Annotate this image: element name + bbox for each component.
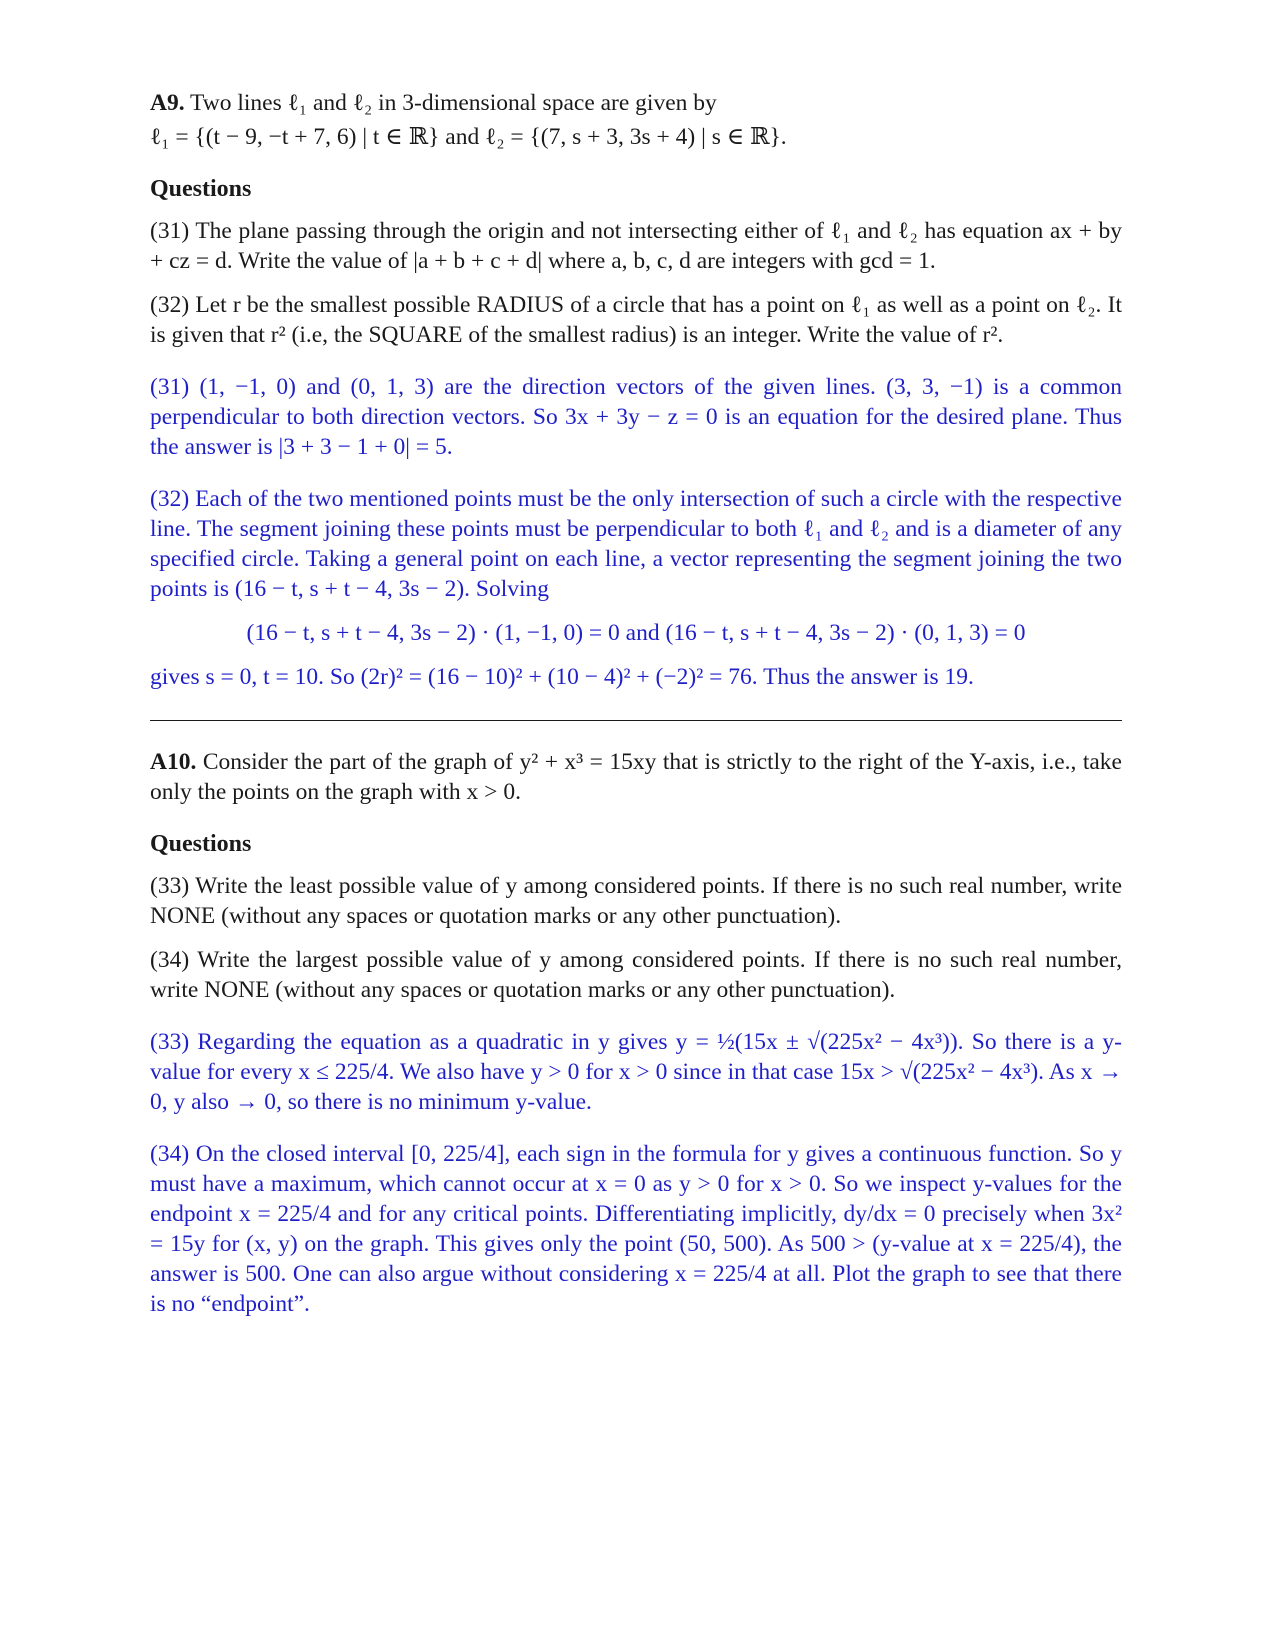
solution-31: (31) (1, −1, 0) and (0, 1, 3) are the direction vectors of the given lines. (3, 3, −1) is a common perpendicular to both direction vectors. So 3x + 3y − z = 0 is an equation for the desired plane. Thus the answer is |3 + 3 − 1 + 0| = 5. [150,374,1122,460]
solution-32-conclusion: gives s = 0, t = 10. So (2r)² = (16 − 10)² + (10 − 4)² + (−2)² = 76. Thus the answer is 19. [150,664,974,690]
a9-lines-definition: ℓ₁ = {(t − 9, −t + 7, 6) | t ∈ ℝ} and ℓ₂ = {(7, s + 3, 3s + 4) | s ∈ ℝ}. [150,124,787,150]
a9-questions-heading: Questions [150,176,252,202]
solution-32-text: (32) Each of the two mentioned points must be the only intersection of such a circle with the respective line. The segment joining these points must be perpendicular to both ℓ₁ and ℓ₂ and is a diameter of any specified circle. Taking a general point on each line, a vector representing the segment joining the two points is (16 − t, s + t − 4, 3s − 2). Solving [150,486,1122,602]
question-31: (31) The plane passing through the origin and not intersecting either of ℓ₁ and ℓ₂ has equation ax + by + cz = d. Write the value of |a + b + c + d| where a, b, c, d are integers with gcd = 1. [150,218,1122,274]
question-32: (32) Let r be the smallest possible RADIUS of a circle that has a point on ℓ₁ as well as a point on ℓ₂. It is given that r² (i.e, the SQUARE of the smallest radius) is an integer. Write the value of r². [150,292,1122,348]
a10-intro-text: Consider the part of the graph of y² + x³ = 15xy that is strictly to the right of the Y-axis, i.e., take only the points on the graph with x > 0. [150,749,1122,805]
a10-questions-heading: Questions [150,831,252,857]
document-page [150,88,1122,1319]
section-divider [150,720,1122,721]
solution-32-equation: (16 − t, s + t − 4, 3s − 2) · (1, −1, 0) = 0 and (16 − t, s + t − 4, 3s − 2) · (0, 1, 3) = 0 [246,620,1026,646]
a9-intro [150,88,1122,118]
solution-33: (33) Regarding the equation as a quadratic in y gives y = ½(15x ± √(225x² − 4x³)). So there is a y-value for every x ≤ 225/4. We also have y > 0 for x > 0 since in that case 15x > √(225x² − 4x³). As x → 0, y also → 0, so there is no minimum y-value. [150,1029,1122,1115]
question-33: (33) Write the least possible value of y among considered points. If there is no such real number, write NONE (without any spaces or quotation marks or any other punctuation). [150,873,1122,929]
a10-label: A10. [150,749,197,775]
a9-intro-text: Two lines ℓ₁ and ℓ₂ in 3-dimensional space are given by [184,90,717,116]
solution-34: (34) On the closed interval [0, 225/4], each sign in the formula for y gives a continuous function. So y must have a maximum, which cannot occur at x = 0 as y > 0 for x > 0. So we inspect y-values for the endpoint x = 225/4 and for any critical points. Differentiating implicitly, dy/dx = 0 precisely when 3x² = 15y for (x, y) on the graph. This gives only the point (50, 500). As 500 > (y-value at x = 225/4), the answer is 500. One can also argue without considering x = 225/4 at all. Plot the graph to see that there is no “endpoint”. [150,1141,1122,1317]
question-34: (34) Write the largest possible value of y among considered points. If there is no such real number, write NONE (without any spaces or quotation marks or any other punctuation). [150,947,1122,1003]
a9-label: A9. [150,90,185,116]
a10-intro [150,747,1122,807]
